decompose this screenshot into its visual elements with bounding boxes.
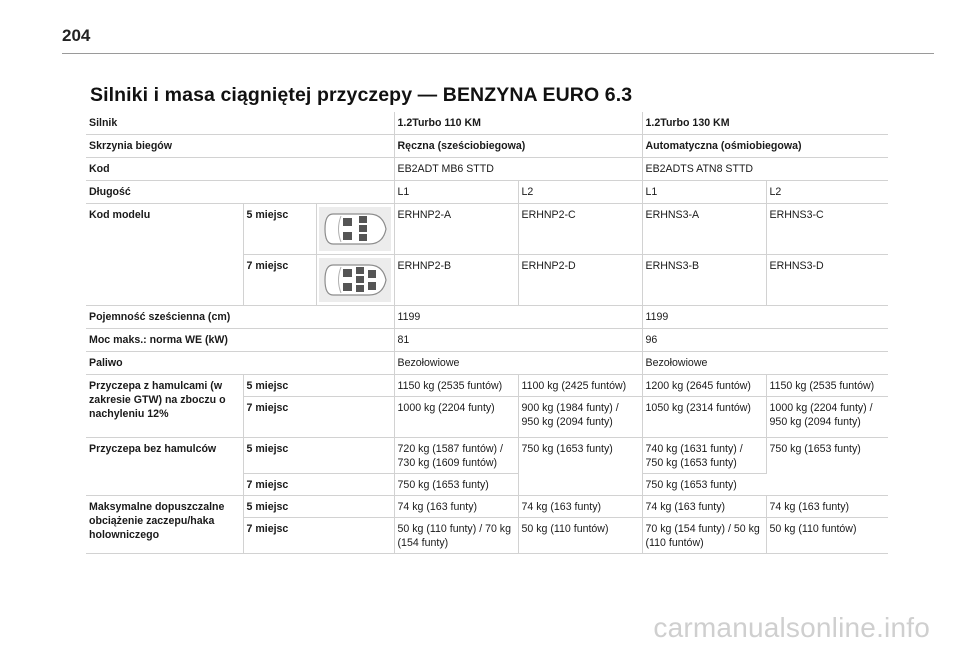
length-label: Długość: [86, 181, 394, 204]
car-7-seat-layout-icon: [316, 255, 394, 306]
table-row: [86, 438, 888, 474]
gearbox-value: Ręczna (sześciobiegowa): [394, 135, 642, 158]
braked-trailer-label: Przyczepa z hamulcami (w zakresie GTW) na zboczu o nachyleniu 12%: [86, 375, 243, 438]
model-code-cell: ERHNP2-B: [394, 255, 518, 306]
engine-value: 1.2Turbo 130 KM: [642, 112, 888, 135]
model-code-label: Kod modelu: [86, 204, 243, 306]
watermark: carmanualsonline.info: [653, 612, 930, 643]
hitch-value: 74 kg (163 funty): [642, 496, 766, 518]
table-row: [86, 112, 888, 135]
engine-label: Silnik: [86, 112, 394, 135]
gearbox-value: Automatyczna (ośmiobiegowa): [642, 135, 888, 158]
length-value: L2: [518, 181, 642, 204]
braked-value: 1150 kg (2535 funtów): [394, 375, 518, 397]
table-row: [86, 329, 888, 352]
table-row: [86, 135, 888, 158]
seats-5-label: 5 miejsc: [243, 375, 394, 397]
capacity-label: Pojemność sześcienna (cm): [86, 306, 394, 329]
braked-value: 1150 kg (2535 funtów): [766, 375, 888, 397]
length-value: L1: [642, 181, 766, 204]
seats-7-label: 7 miejsc: [243, 255, 316, 306]
braked-value: 1050 kg (2314 funtów): [642, 397, 766, 438]
braked-value: 1100 kg (2425 funtów): [518, 375, 642, 397]
model-code-cell: ERHNP2-D: [518, 255, 642, 306]
hitch-value: 74 kg (163 funty): [394, 496, 518, 518]
model-code-cell: ERHNS3-C: [766, 204, 888, 255]
power-value: 81: [394, 329, 642, 352]
braked-value: 900 kg (1984 funty) / 950 kg (2094 funty): [518, 397, 642, 438]
engine-value: 1.2Turbo 110 KM: [394, 112, 642, 135]
unbraked-value: 750 kg (1653 funty): [642, 474, 766, 496]
hitch-value: 50 kg (110 funtów): [766, 518, 888, 554]
length-value: L1: [394, 181, 518, 204]
unbraked-value: 750 kg (1653 funty): [766, 438, 888, 496]
hitch-value: 50 kg (110 funtów): [518, 518, 642, 554]
car-5-seat-layout-icon: [316, 204, 394, 255]
fuel-value: Bezołowiowe: [394, 352, 642, 375]
table-row: [86, 375, 888, 397]
code-value: EB2ADT MB6 STTD: [394, 158, 642, 181]
hitch-value: 70 kg (154 funty) / 50 kg (110 funtów): [642, 518, 766, 554]
model-code-cell: ERHNS3-B: [642, 255, 766, 306]
hitch-value: 74 kg (163 funty): [766, 496, 888, 518]
hitch-value: 74 kg (163 funty): [518, 496, 642, 518]
seats-5-label: 5 miejsc: [243, 496, 394, 518]
table-row: [86, 496, 888, 518]
seats-7-label: 7 miejsc: [243, 518, 394, 554]
braked-value: 1200 kg (2645 funtów): [642, 375, 766, 397]
table-row: [86, 306, 888, 329]
braked-value: 1000 kg (2204 funty) / 950 kg (2094 funty): [766, 397, 888, 438]
page-title: Silniki i masa ciągniętej przyczepy — BENZYNA EURO 6.3: [90, 84, 633, 106]
seats-7-label: 7 miejsc: [243, 397, 394, 438]
hitch-load-label: Maksymalne dopuszczalne obciążenie zaczepu/haka holowniczego: [86, 496, 243, 554]
fuel-value: Bezołowiowe: [642, 352, 888, 375]
braked-value: 1000 kg (2204 funty): [394, 397, 518, 438]
model-code-cell: ERHNP2-A: [394, 204, 518, 255]
capacity-value: 1199: [642, 306, 888, 329]
gearbox-label: Skrzynia biegów: [86, 135, 394, 158]
table-row: [86, 352, 888, 375]
model-code-cell: ERHNS3-D: [766, 255, 888, 306]
seats-5-label: 5 miejsc: [243, 438, 394, 474]
page-number: 204: [62, 26, 91, 45]
code-value: EB2ADTS ATN8 STTD: [642, 158, 888, 181]
table-row: [86, 204, 888, 255]
table-row: [86, 181, 888, 204]
power-value: 96: [642, 329, 888, 352]
power-label: Moc maks.: norma WE (kW): [86, 329, 394, 352]
header-divider: [62, 53, 934, 54]
unbraked-value: 750 kg (1653 funty): [394, 474, 518, 496]
code-label: Kod: [86, 158, 394, 181]
seats-7-label: 7 miejsc: [243, 474, 394, 496]
model-code-cell: ERHNP2-C: [518, 204, 642, 255]
spec-table: [86, 112, 888, 554]
unbraked-trailer-label: Przyczepa bez hamulców: [86, 438, 243, 496]
unbraked-value: 750 kg (1653 funty): [518, 438, 642, 496]
table-row: [86, 158, 888, 181]
model-code-cell: ERHNS3-A: [642, 204, 766, 255]
hitch-value: 50 kg (110 funty) / 70 kg (154 funty): [394, 518, 518, 554]
capacity-value: 1199: [394, 306, 642, 329]
unbraked-value: 740 kg (1631 funty) / 750 kg (1653 funty): [642, 438, 766, 474]
fuel-label: Paliwo: [86, 352, 394, 375]
unbraked-value: 720 kg (1587 funtów) / 730 kg (1609 funtów): [394, 438, 518, 474]
seats-5-label: 5 miejsc: [243, 204, 316, 255]
length-value: L2: [766, 181, 888, 204]
